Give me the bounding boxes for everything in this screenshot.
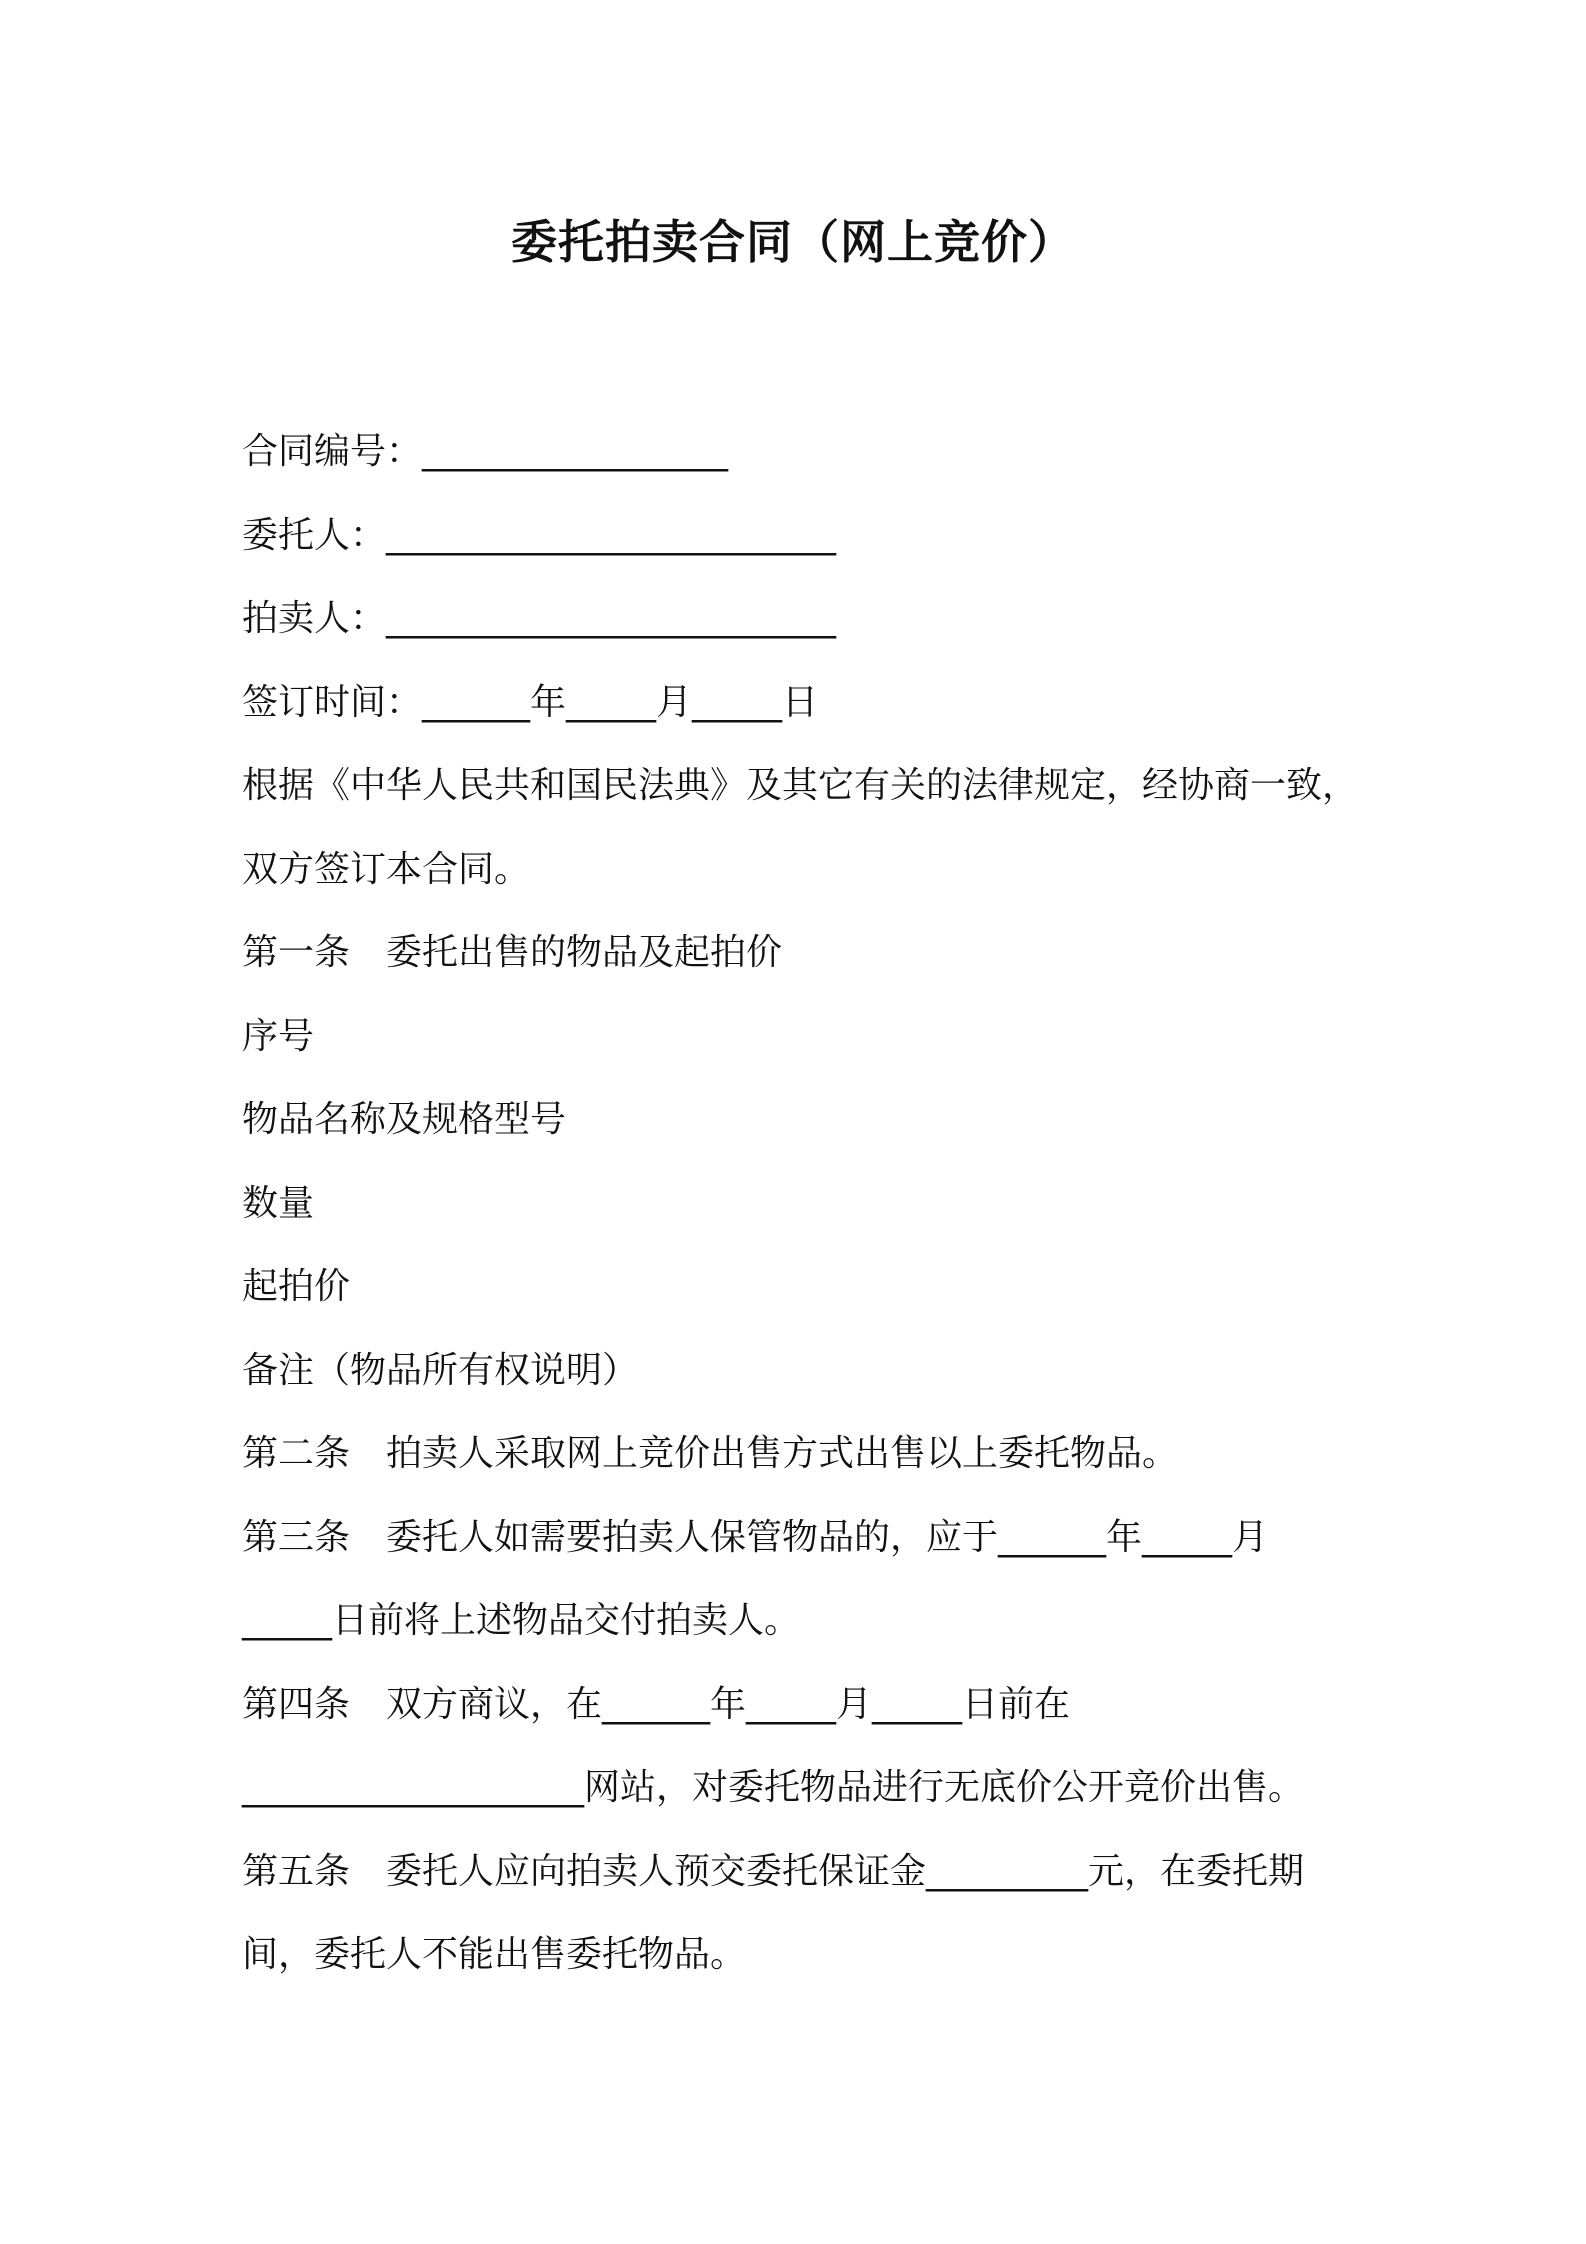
field-remarks: 备注（物品所有权说明）: [242, 1349, 639, 1391]
article-3-line-1: 第三条 委托人如需要拍卖人保管物品的，应于______年_____月: [242, 1516, 1269, 1558]
preamble-line-2: 双方签订本合同。: [242, 848, 531, 890]
principal-line: 委托人：_________________________: [242, 514, 837, 556]
document-title: 委托拍卖合同（网上竞价）: [511, 215, 1075, 269]
field-item-name-spec: 物品名称及规格型号: [242, 1099, 567, 1140]
contract-number-line: 合同编号：_________________: [242, 431, 729, 472]
article-3-line-2: _____日前将上述物品交付拍卖人。: [242, 1600, 801, 1641]
auctioneer-line: 拍卖人：_________________________: [242, 598, 837, 639]
field-quantity: 数量: [242, 1182, 315, 1224]
article-1-heading: 第一条 委托出售的物品及起拍价: [242, 932, 783, 973]
article-5-line-2: 间，委托人不能出售委托物品。: [242, 1934, 747, 1975]
field-serial-number: 序号: [242, 1015, 315, 1057]
article-4-line-2: ___________________网站，对委托物品进行无底价公开竞价出售。: [242, 1767, 1305, 1808]
article-4-line-1: 第四条 双方商议，在______年_____月_____日前在: [242, 1683, 1071, 1725]
field-starting-price: 起拍价: [242, 1266, 351, 1307]
document-body: [242, 410, 1362, 1997]
preamble-line-1: 根据《中华人民共和国民法典》及其它有关的法律规定，经协商一致，: [242, 765, 1359, 806]
signing-date-line: 签订时间：______年_____月_____日: [242, 681, 819, 723]
article-5-line-1: 第五条 委托人应向拍卖人预交委托保证金_________元，在委托期: [242, 1850, 1305, 1892]
article-2-line: 第二条 拍卖人采取网上竞价出售方式出售以上委托物品。: [242, 1433, 1179, 1474]
